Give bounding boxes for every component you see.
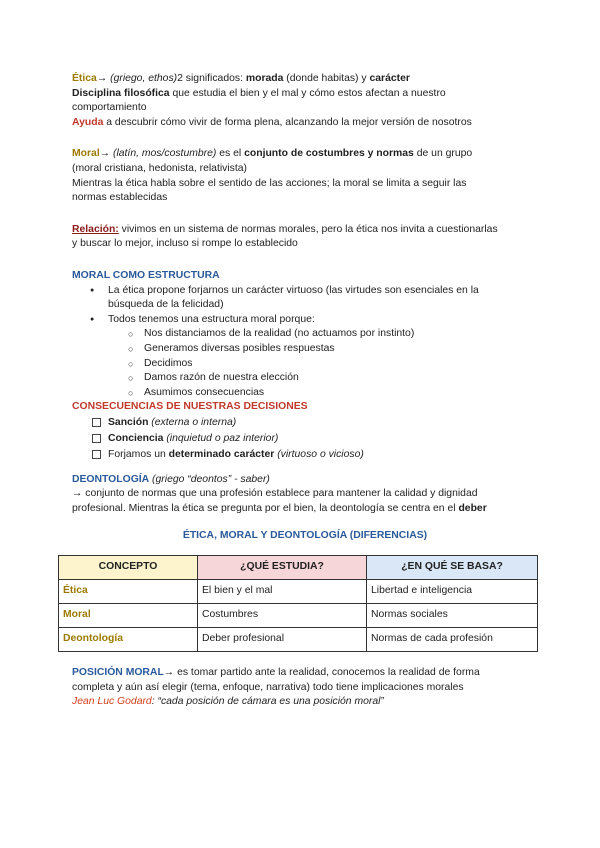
list-item: ○ Asumimos consecuencias — [72, 386, 538, 401]
quote-author: Jean Luc Godard — [72, 696, 152, 708]
posicion-text: → es tomar partido ante la realidad, conocemos la realidad de forma — [163, 667, 480, 679]
list-item — [72, 313, 538, 328]
etica-meanings: 2 significados: — [177, 73, 246, 84]
estructura-heading: MORAL COMO ESTRUCTURA — [72, 269, 220, 281]
etica-origin: → (griego, ethos) — [96, 73, 178, 84]
ayuda-text: a descubrir cómo vivir de forma plena, alcanzando la mejor versión de nosotros — [103, 116, 472, 128]
cell-estudia: El bien y el mal — [198, 580, 367, 604]
posicion-term: POSICIÓN MORAL — [72, 667, 164, 679]
cell-concepto: Ética — [59, 580, 198, 604]
deontologia-term: DEONTOLOGÍA — [72, 473, 150, 485]
etica-term: Ética — [72, 73, 97, 84]
moral-es-el: es el — [216, 148, 245, 160]
checklist-item — [72, 431, 538, 447]
deontologia-line2 — [72, 502, 538, 517]
table-row — [59, 604, 538, 628]
forjamos-pre: Forjamos un — [108, 448, 169, 460]
moral-conjunto: conjunto de costumbres y normas — [244, 148, 414, 160]
consecuencias-checklist — [72, 415, 538, 463]
list-item: ○ Nos distanciamos de la realidad (no actuamos por instinto) — [72, 327, 538, 342]
moral-definition — [72, 147, 538, 162]
etica-disciplina-cont: comportamiento — [72, 102, 147, 114]
etica-caracter: carácter — [369, 73, 410, 84]
header-estudia: ¿QUÉ ESTUDIA? — [198, 556, 367, 580]
bullet1-text: La ética propone forjarnos un carácter virtuoso (las virtudes son esenciales en la — [108, 284, 479, 296]
cell-basa: Normas de cada profesión — [367, 628, 538, 652]
checkbox[interactable] — [92, 450, 101, 459]
sancion-label: Sanción — [108, 416, 149, 428]
moral-examples: (moral cristiana, hedonista, relativista) — [72, 162, 247, 174]
etica-ayuda — [72, 116, 538, 131]
quote-text: : “cada posición de cámara es una posición moral” — [151, 696, 384, 708]
checkbox[interactable] — [92, 434, 101, 443]
cell-basa: Normas sociales — [367, 604, 538, 628]
sancion-note: (externa o interna) — [148, 416, 237, 428]
forjamos-note: (virtuoso o vicioso) — [274, 448, 364, 460]
posicion-paragraph — [72, 666, 538, 681]
moral-origin: → (latín, mos/costumbre) — [99, 148, 217, 160]
ayuda-label: Ayuda — [72, 116, 104, 128]
document-page — [63, 72, 538, 710]
disciplina-label: Disciplina filosófica — [72, 87, 170, 99]
table-header-row — [59, 556, 538, 580]
bullet1-text-cont: búsqueda de la felicidad) — [108, 299, 224, 311]
moral-term: Moral — [72, 148, 100, 160]
conciencia-note: (inquietud o paz interior) — [163, 432, 279, 444]
moral-contrast-cont: normas establecidas — [72, 192, 168, 204]
list-item: ○ Generamos diversas posibles respuestas — [72, 342, 538, 357]
consecuencias-heading: CONSECUENCIAS DE NUESTRAS DECISIONES — [72, 401, 308, 413]
moral-de-grupo: de un grupo — [413, 148, 473, 160]
cell-estudia: Costumbres — [198, 604, 367, 628]
list-item: ○ Decidimos — [72, 357, 538, 372]
differences-table — [58, 555, 538, 652]
table-row — [59, 628, 538, 652]
deontologia-line1: → conjunto de normas que una profesión establece para mantener la calidad y dignidad — [72, 488, 478, 500]
etica-morada-note: (donde habitas) y — [283, 73, 370, 84]
header-basa: ¿EN QUÉ SE BASA? — [367, 556, 538, 580]
estructura-list — [72, 284, 538, 328]
checkbox[interactable] — [92, 418, 101, 427]
posicion-cont: completa y aún así elegir (tema, enfoque, narrativa) todo tiene implicaciones morales — [72, 681, 464, 693]
checklist-item — [72, 415, 538, 431]
list-item: ○ Damos razón de nuestra elección — [72, 371, 538, 386]
estructura-sublist — [72, 327, 538, 400]
cell-estudia: Deber profesional — [198, 628, 367, 652]
deontologia-deber: deber — [458, 503, 487, 515]
relacion-paragraph — [72, 223, 538, 238]
header-concepto: CONCEPTO — [59, 556, 198, 580]
cell-basa: Libertad e inteligencia — [367, 580, 538, 604]
conciencia-label: Conciencia — [108, 432, 164, 444]
moral-contrast: Mientras la ética habla sobre el sentido de las acciones; la moral se limita a seguir las — [72, 177, 467, 189]
cell-concepto: Moral — [59, 604, 198, 628]
table-title: ÉTICA, MORAL Y DEONTOLOGÍA (DIFERENCIAS) — [182, 529, 428, 541]
etica-definition — [72, 72, 538, 87]
deontologia-heading — [72, 473, 538, 488]
forjamos-bold: determinado carácter — [168, 448, 275, 460]
bullet2-text: Todos tenemos una estructura moral porque: — [108, 313, 315, 325]
disciplina-text: que estudia el bien y el mal y cómo estos afectan a nuestro — [169, 87, 446, 99]
cell-concepto: Deontología — [59, 628, 198, 652]
list-item — [72, 284, 538, 313]
deontologia-origin: (griego “deontos” - saber) — [149, 473, 270, 485]
godard-quote — [72, 695, 538, 710]
etica-morada: morada — [245, 73, 284, 84]
etica-disciplina — [72, 87, 538, 102]
deontologia-text: profesional. Mientras la ética se pregunta por el bien, la deontología se centra en el — [72, 503, 459, 515]
relacion-label: Relación: — [72, 223, 119, 235]
table-row — [59, 580, 538, 604]
checklist-item — [72, 447, 538, 463]
relacion-text: vivimos en un sistema de normas morales, pero la ética nos invita a cuestionarlas — [118, 223, 498, 235]
relacion-cont: y buscar lo mejor, incluso si rompe lo establecido — [72, 238, 298, 250]
